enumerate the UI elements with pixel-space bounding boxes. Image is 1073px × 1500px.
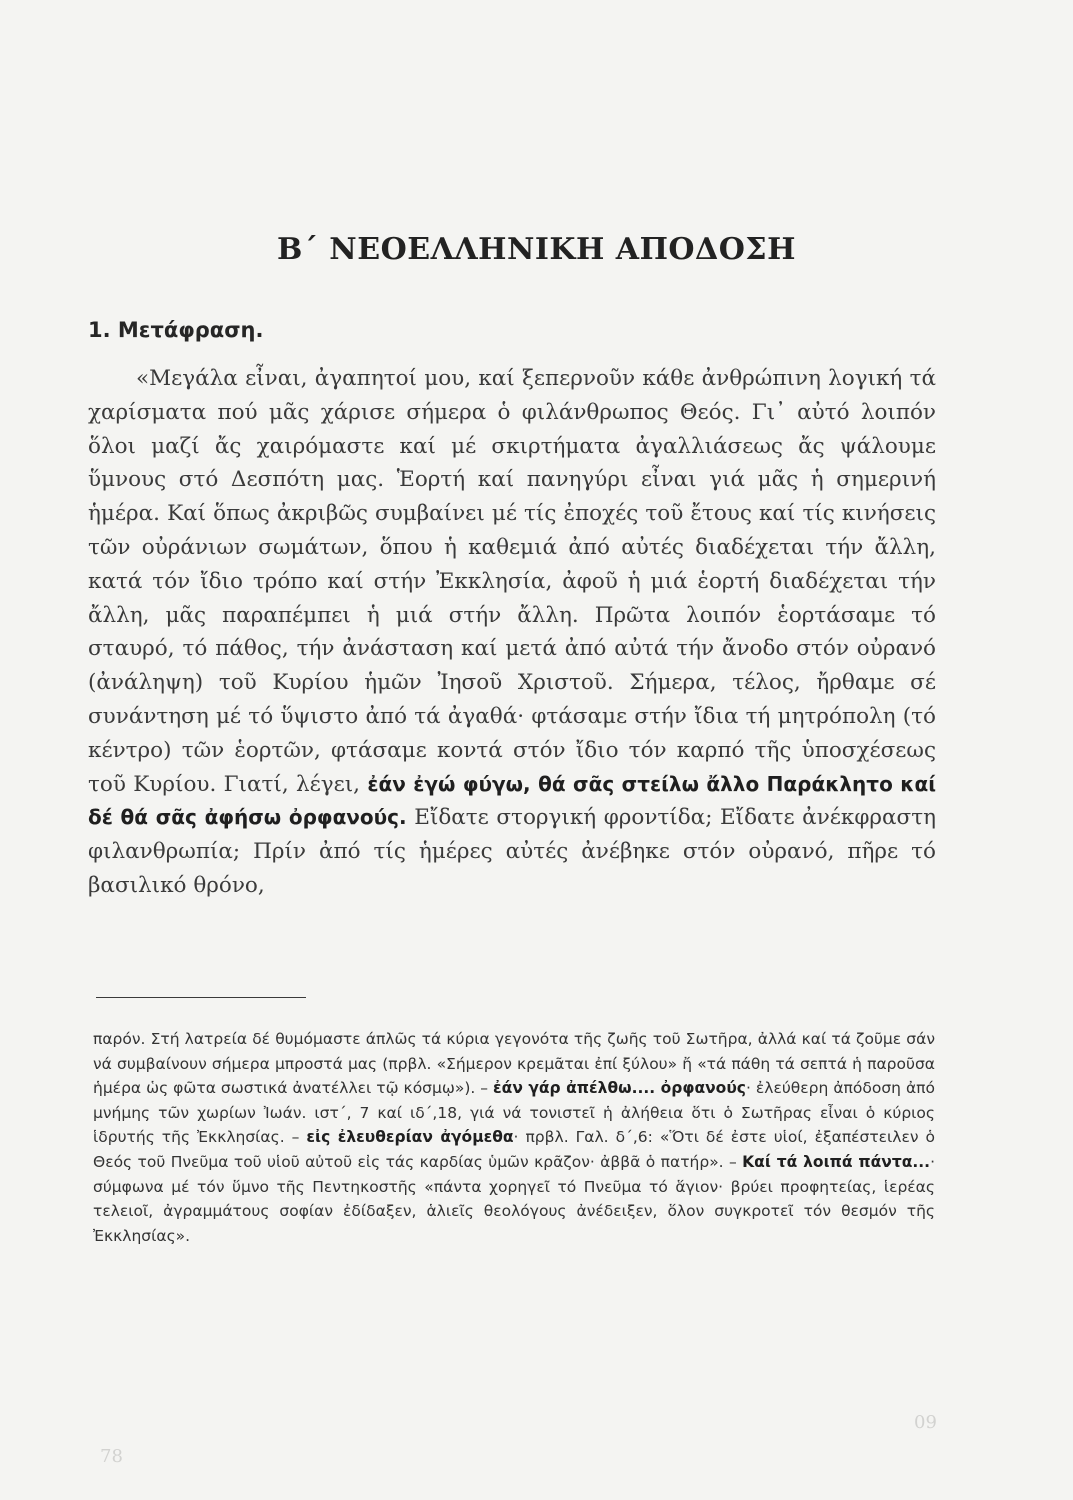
emphasized-quote: ἐάν ἐγώ φύγω, θά σᾶς στείλω ἄλλο Παράκλητο καί δέ θά σᾶς ἀφήσω ὀρφανούς. — [88, 771, 937, 830]
paragraph-text: Εἴδατε στοργική φροντίδα; Εἴδατε ἀνέκφραστη φιλανθρωπία; Πρίν ἀπό τίς ἡμέρες αὐτές ἀνέβηκε στόν οὐρανό, πῆρε τό βασιλικό θρόνο, — [88, 805, 937, 898]
footnote-lemma: εἰς ἐλευθερίαν ἀγόμεθα — [306, 1128, 514, 1147]
translation-text — [88, 362, 936, 903]
footnote-text: · ἐλεύθερη ἀπόδοση ἀπό μνήμης τῶν χωρίων Ἰωάν. ιστ΄, 7 καί ιδ΄,18, γιά νά τονιστεῖ ἡ ἀλήθεια ὅτι ὁ Σωτῆρας εἶναι ὁ κύριος ἱδρυτής τῆς Ἐκκλησίας. – — [93, 1079, 935, 1147]
footnote-text: · σύμφωνα μέ τόν ὕμνο τῆς Πεντηκοστῆς «πάντα χορηγεῖ τό Πνεῦμα τό ἅγιον· βρύει προφητείας, ἱερέας τελειοῖ, ἀγραμμάτους σοφίαν ἐδίδαξεν, ἁλιεῖς θεολόγους ἀνέδειξεν, ὅλον συγκροτεῖ τόν θεσμόν τῆς Ἐκκλησίας». — [93, 1152, 935, 1245]
bleed-through-page-number: 09 — [914, 1412, 937, 1433]
paragraph — [88, 362, 936, 903]
footnote — [93, 1027, 935, 1248]
section-heading: Β΄ ΝΕΟΕΛΛΗΝΙΚΗ ΑΠΟΔΟΣΗ — [276, 232, 796, 267]
subsection-title: 1. Μετάφραση. — [88, 318, 264, 342]
footnote-divider — [96, 997, 306, 998]
footnote-text: παρόν. Στή λατρεία δέ θυμόμαστε άπλῶς τά κύρια γεγονότα τῆς ζωῆς τοῦ Σωτῆρα, ἀλλά καί τά ζοῦμε σάν νά συμβαίνουν σήμερα μπροστά μας (πρβλ. «Σήμερον κρεμᾶται ἐπί ξύλου» ἤ «τά πάθη τά σεπτά ἡ παροῦσα ἡμέρα ὡς φῶτα σωστικά ἀνατέλλει τῷ κόσμῳ»). – — [93, 1030, 935, 1098]
footnote-lemma: ἐάν γάρ ἀπέλθω.... ὀρφανούς — [493, 1079, 746, 1098]
bleed-through-page-number: 78 — [100, 1446, 123, 1467]
paragraph-text: Γιατί, λέγει, — [216, 771, 368, 797]
footnote-text: · πρβλ. Γαλ. δ΄,6: «Ὅτι δέ ἐστε υἱοί, ἐξαπέστειλεν ὁ Θεός τοῦ Πνεῦμα τοῦ υἱοῦ αὐτοῦ εἰς τάς καρδίας ὑμῶν κρᾶζον· ἀββᾶ ὁ πατήρ». – — [93, 1128, 936, 1171]
footnote-lemma: Καί τά λοιπά πάντα... — [742, 1152, 931, 1171]
paragraph-text: «Μεγάλα εἶναι, ἀγαπητοί μου, καί ξεπερνοῦν κάθε ἀνθρώπινη λογική τά χαρίσματα πού μᾶς χάρισε σήμερα ὁ φιλάνθρωπος Θεός. Γι᾽ αὐτό λοιπόν ὅλοι μαζί ἄς χαιρόμαστε καί μέ σκιρτήματα ἀγαλλιάσεως ἄς ψάλουμε ὕμνους στό Δεσπότη μας. Ἑορτή καί πανηγύρι εἶναι γιά μᾶς ἡ σημερινή ἡμέρα. Καί ὅπως ἀκριβῶς συμβαίνει μέ τίς ἐποχές τοῦ ἔτους καί τίς κινήσεις τῶν οὐράνιων σωμάτων, ὅπου ἡ καθεμιά ἀπό αὐτές διαδέχεται τήν ἄλλη, κατά τόν ἴδιο τρόπο καί στήν Ἐκκλησία, ἀφοῦ ἡ μιά ἑορτή διαδέχεται τήν ἄλλη, μᾶς παραπέμπει ἡ μιά στήν ἄλλη. Πρῶτα λοιπόν ἑορτάσαμε τό σταυρό, τό πάθος, τήν ἀνάσταση καί μετά ἀπό αὐτά τήν ἄνοδο στόν οὐρανό (ἀνάληψη) τοῦ Κυρίου ἡμῶν Ἰησοῦ Χριστοῦ. Σήμερα, τέλος, ἤρθαμε σέ συνάντηση μέ τό ὕψιστο ἀπό τά ἀγαθά· φτάσαμε στήν ἴδια τή μητρόπολη (τό κέντρο) τῶν ἑορτῶν, φτάσαμε κοντά στόν ἴδιο τόν καρπό τῆς ὑποσχέσεως τοῦ Κυρίου. — [88, 366, 936, 797]
